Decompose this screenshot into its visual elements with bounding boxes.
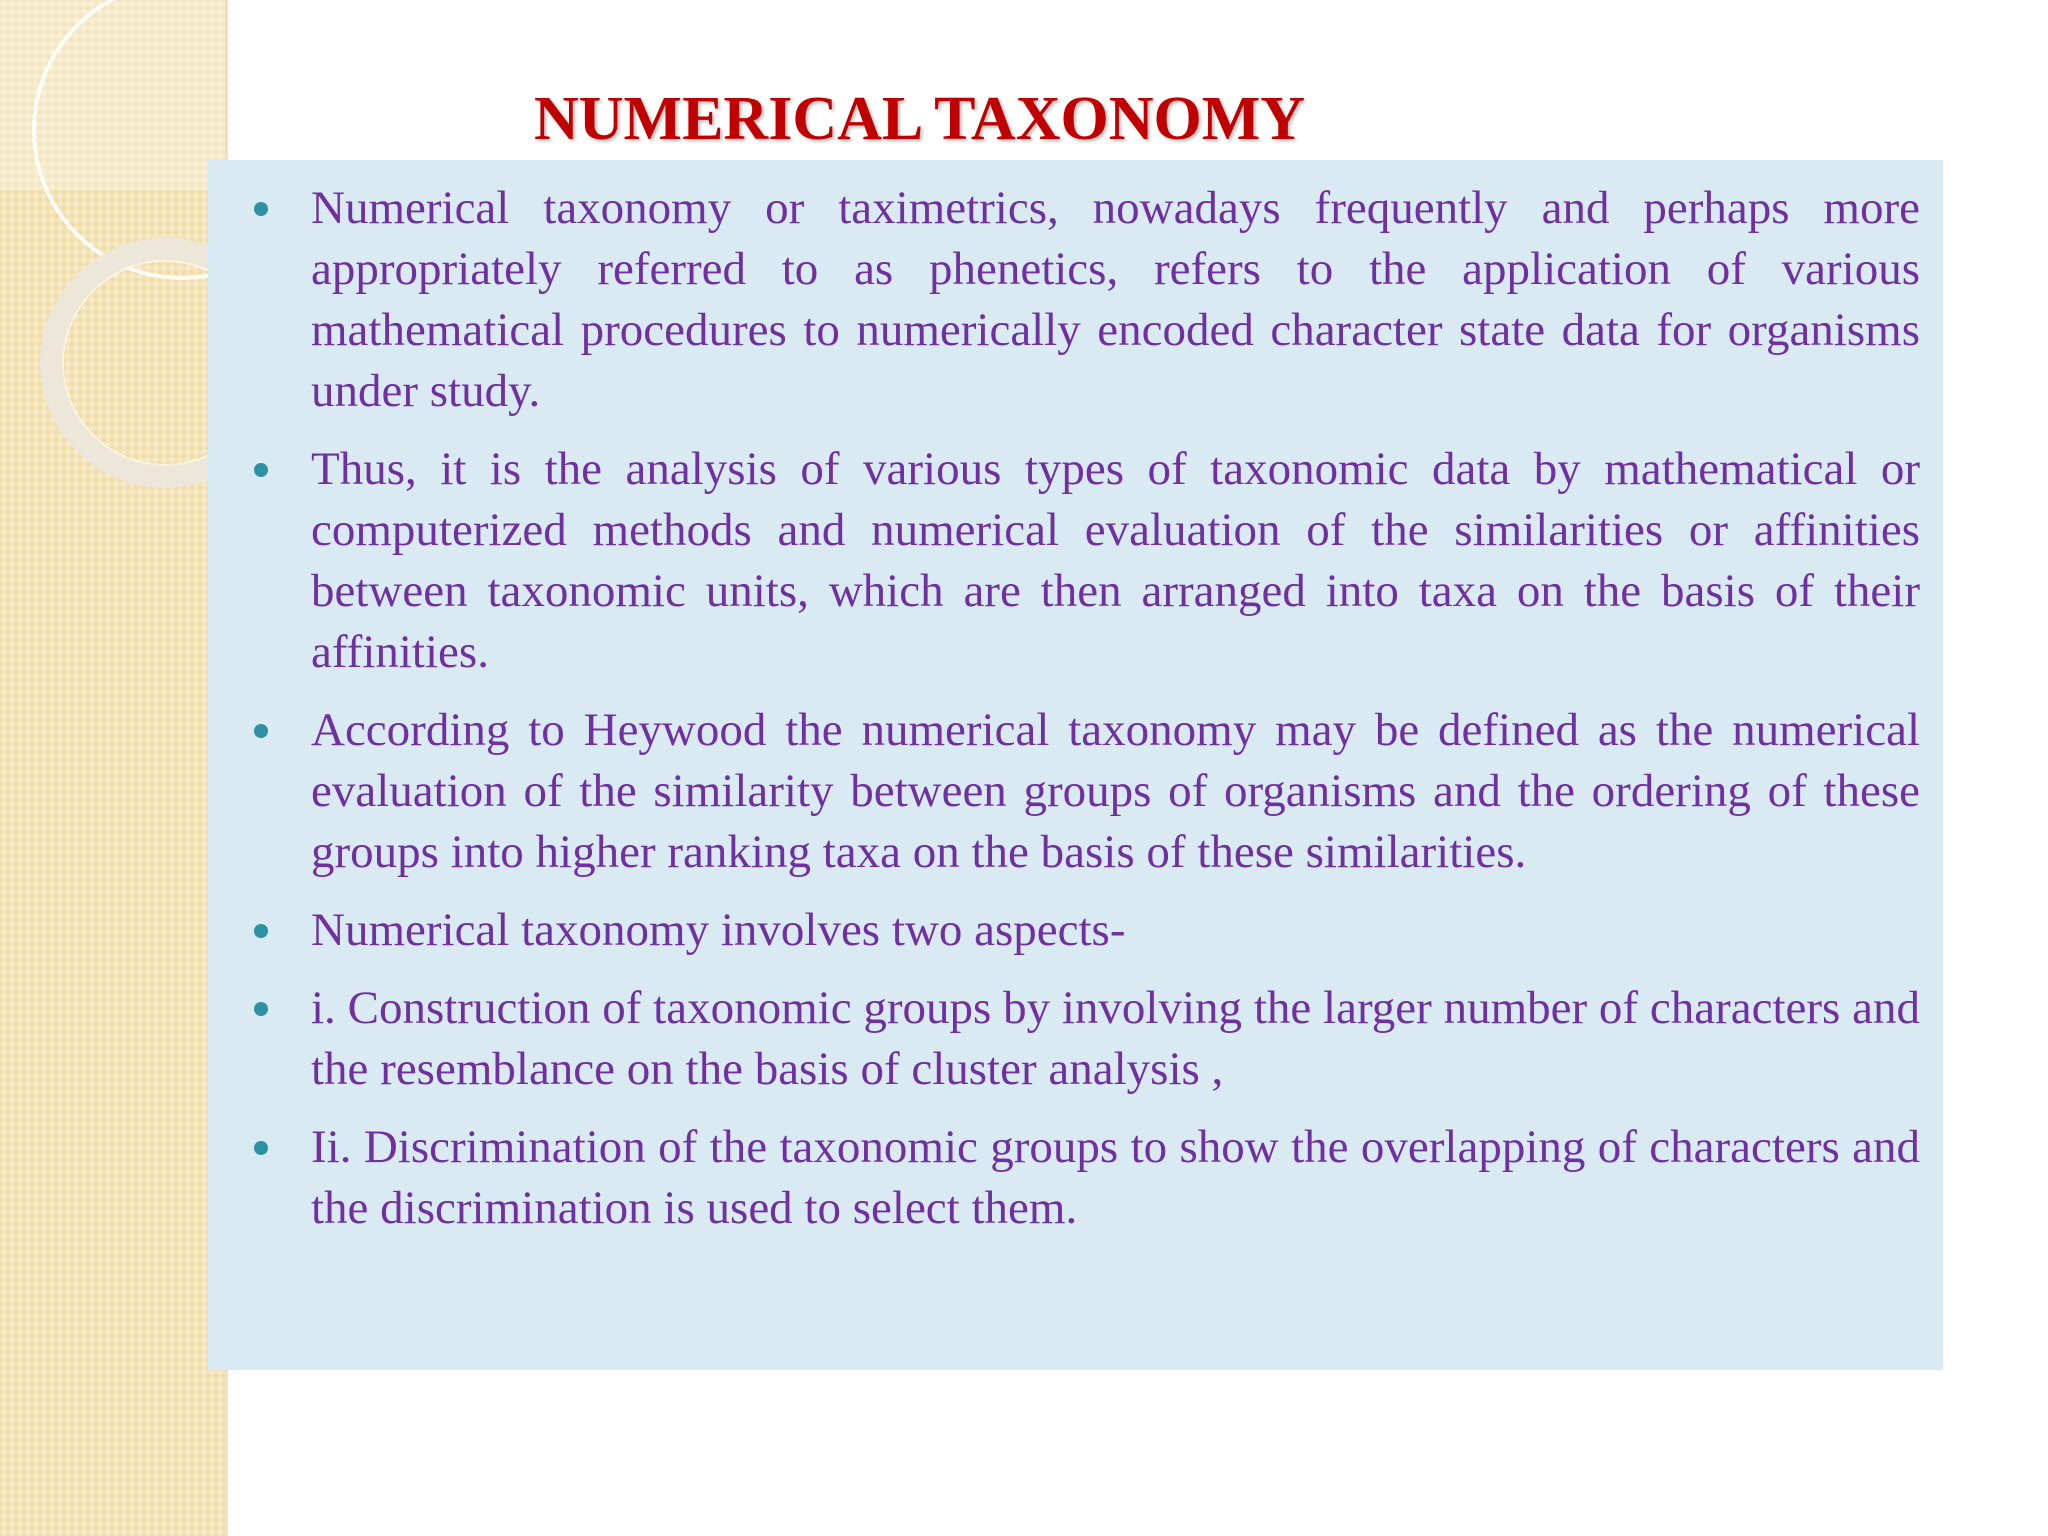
bullet-dot-icon: [254, 463, 268, 477]
bullet-dot-icon: [254, 724, 268, 738]
bullet-dot-icon: [254, 1141, 268, 1155]
slide-title: NUMERICAL TAXONOMY: [534, 85, 1306, 153]
bullet-item: [208, 178, 1943, 422]
decorative-circle: [32, 0, 228, 280]
bullet-item: [208, 1117, 1943, 1239]
bullet-dot-icon: [254, 924, 268, 938]
bullet-item: [208, 439, 1943, 683]
bullet-item: [208, 978, 1943, 1100]
bullet-text: i. Construction of taxonomic groups by involving the larger number of characters and the resemblance on the basis of cluster analysis ,: [311, 982, 1920, 1095]
bullet-text: Numerical taxonomy or taximetrics, nowadays frequently and perhaps more appropriately referred to as phenetics, refers to the application of various mathematical procedures to numerically encoded character state data for organisms under study.: [311, 182, 1920, 417]
bullet-dot-icon: [254, 202, 268, 216]
bullet-text: According to Heywood the numerical taxonomy may be defined as the numerical evaluation of the similarity between groups of organisms and the ordering of these groups into higher ranking taxa on the basis of these similarities.: [311, 704, 1920, 878]
decorative-ring: [40, 238, 228, 488]
bullet-dot-icon: [254, 1002, 268, 1016]
bullet-item: [208, 700, 1943, 883]
bullet-item: [208, 900, 1943, 961]
decorative-side-strip: [0, 0, 228, 1536]
bullet-text: Numerical taxonomy involves two aspects-: [311, 904, 1126, 956]
content-box: [208, 160, 1943, 1370]
bullet-list: [208, 178, 1943, 1256]
bullet-text: Thus, it is the analysis of various types of taxonomic data by mathematical or computerized methods and numerical evaluation of the similarities or affinities between taxonomic units, which are then arranged into taxa on the basis of their affinities.: [311, 443, 1920, 678]
bullet-text: Ii. Discrimination of the taxonomic groups to show the overlapping of characters and the discrimination is used to select them.: [311, 1121, 1920, 1234]
